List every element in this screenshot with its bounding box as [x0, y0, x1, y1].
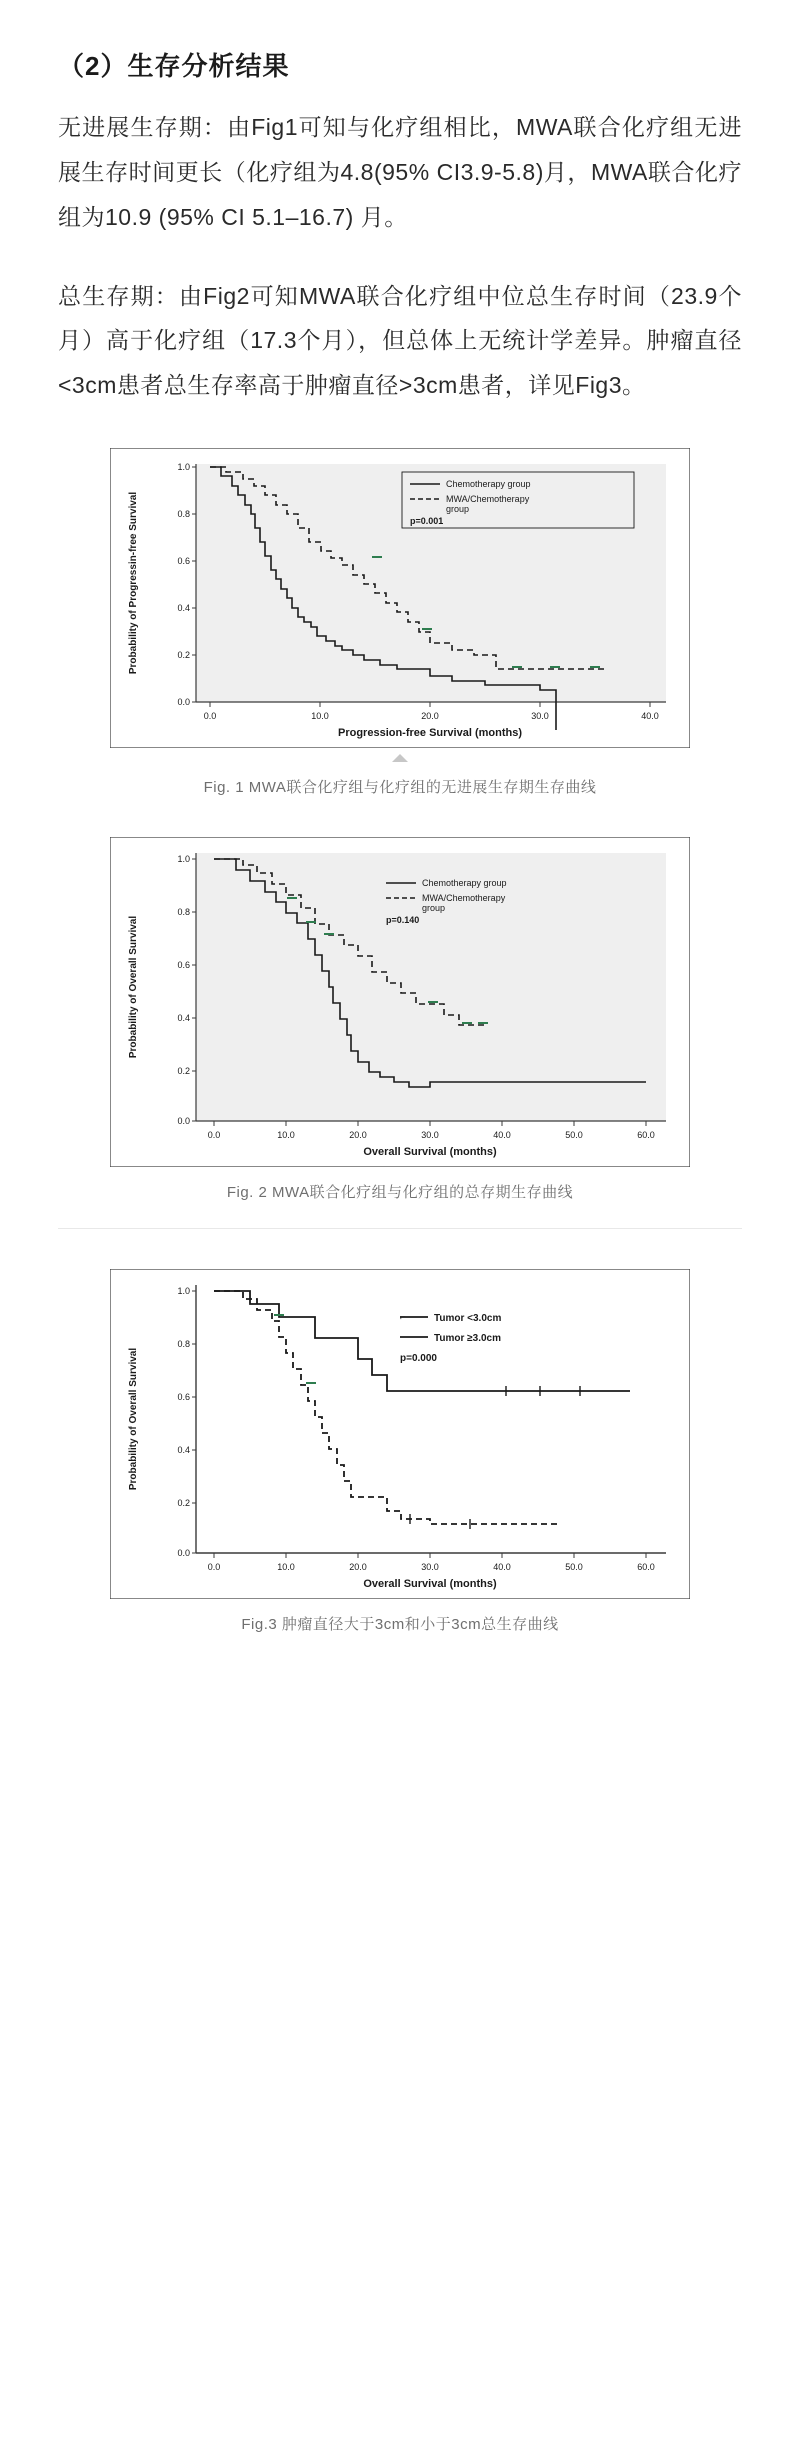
svg-text:10.0: 10.0 [277, 1130, 295, 1141]
svg-text:MWA/Chemotherapy: MWA/Chemotherapy [422, 893, 506, 904]
fig2-ylabel: Probability of Overall Survival [128, 915, 139, 1059]
svg-text:Tumor <3.0cm: Tumor <3.0cm [434, 1313, 502, 1325]
svg-text:p=0.000: p=0.000 [400, 1353, 437, 1365]
svg-text:40.0: 40.0 [641, 711, 659, 722]
svg-text:0.4: 0.4 [177, 603, 190, 614]
figure-2 [58, 837, 742, 1202]
svg-text:20.0: 20.0 [349, 1130, 367, 1141]
svg-text:Tumor ≥3.0cm: Tumor ≥3.0cm [434, 1333, 501, 1345]
svg-text:40.0: 40.0 [493, 1130, 511, 1141]
chart-fig2 [110, 837, 690, 1167]
svg-text:0.0: 0.0 [203, 711, 217, 722]
fig3-xlabel: Overall Survival (months) [363, 1578, 497, 1591]
svg-text:30.0: 30.0 [421, 1562, 439, 1573]
svg-text:10.0: 10.0 [277, 1562, 295, 1573]
svg-text:0.4: 0.4 [177, 1445, 190, 1456]
svg-text:⌐: ⌐ [400, 1312, 406, 1324]
svg-text:group: group [446, 504, 470, 515]
svg-text:0.8: 0.8 [177, 1339, 190, 1350]
svg-text:30.0: 30.0 [531, 711, 549, 722]
svg-text:20.0: 20.0 [349, 1562, 367, 1573]
fig2-xlabel: Overall Survival (months) [363, 1146, 497, 1159]
fig2-svg [110, 837, 690, 1167]
svg-text:1.0: 1.0 [177, 462, 190, 473]
svg-text:0.2: 0.2 [177, 650, 190, 661]
svg-text:40.0: 40.0 [493, 1562, 511, 1573]
fig1-legend [402, 472, 634, 528]
caption-marker-icon [392, 754, 408, 762]
fig3-svg [110, 1269, 690, 1599]
figure-1-caption: Fig. 1 MWA联合化疗组与化疗组的无进展生存期生存曲线 [203, 779, 597, 797]
svg-text:0.6: 0.6 [177, 1392, 190, 1403]
svg-text:0.8: 0.8 [177, 509, 190, 520]
svg-text:0.6: 0.6 [177, 556, 190, 567]
svg-text:MWA/Chemotherapy: MWA/Chemotherapy [446, 494, 530, 505]
fig1-xlabel: Progression-free Survival (months) [338, 727, 522, 740]
svg-text:0.4: 0.4 [177, 1013, 190, 1024]
svg-text:0.8: 0.8 [177, 907, 190, 918]
fig3-ylabel: Probability of Overall Survival [128, 1347, 139, 1491]
chart-fig1 [110, 448, 690, 748]
svg-text:0.6: 0.6 [177, 960, 190, 971]
svg-text:30.0: 30.0 [421, 1130, 439, 1141]
svg-text:p=0.140: p=0.140 [386, 915, 420, 926]
figure-3-caption: Fig.3 肿瘤直径大于3cm和小于3cm总生存曲线 [241, 1616, 559, 1634]
svg-text:0.0: 0.0 [177, 1116, 190, 1127]
svg-text:50.0: 50.0 [565, 1562, 583, 1573]
paragraph-os: 总生存期：由Fig2可知MWA联合化疗组中位总生存时间（23.9个月）高于化疗组（17.3个月），但总体上无统计学差异。肿瘤直径<3cm患者总生存率高于肿瘤直径>3cm患者，详见Fig3。 [58, 282, 742, 399]
svg-text:1.0: 1.0 [177, 854, 190, 865]
paragraph-pfs: 无进展生存期：由Fig1可知与化疗组相比，MWA联合化疗组无进展生存时间更长（化疗组为4.8(95% CI3.9-5.8)月，MWA联合化疗组为10.9 (95% CI 5.1–16.7) 月。 [58, 114, 742, 230]
svg-text:20.0: 20.0 [421, 711, 439, 722]
svg-text:10.0: 10.0 [311, 711, 329, 722]
svg-text:0.0: 0.0 [177, 697, 190, 708]
svg-text:0.2: 0.2 [177, 1498, 190, 1509]
svg-text:0.0: 0.0 [207, 1562, 221, 1573]
figure-2-caption: Fig. 2 MWA联合化疗组与化疗组的总存期生存曲线 [226, 1184, 574, 1202]
svg-text:1.0: 1.0 [177, 1286, 190, 1297]
svg-text:Chemotherapy group: Chemotherapy group [422, 878, 507, 889]
page-title: （2）生存分析结果 [58, 51, 290, 81]
svg-text:p=0.001: p=0.001 [410, 516, 444, 527]
svg-text:60.0: 60.0 [637, 1130, 655, 1141]
svg-text:0.2: 0.2 [177, 1066, 190, 1077]
fig1-svg [110, 448, 690, 748]
fig1-ylabel: Probability of Progressin-free Survival [128, 491, 139, 675]
figure-1 [58, 448, 742, 797]
section-divider [58, 1228, 742, 1229]
svg-text:60.0: 60.0 [637, 1562, 655, 1573]
chart-fig3 [110, 1269, 690, 1599]
svg-text:Chemotherapy group: Chemotherapy group [446, 479, 531, 490]
svg-text:0.0: 0.0 [207, 1130, 221, 1141]
figure-3 [58, 1269, 742, 1634]
svg-text:50.0: 50.0 [565, 1130, 583, 1141]
svg-text:0.0: 0.0 [177, 1548, 190, 1559]
svg-text:group: group [422, 903, 446, 914]
